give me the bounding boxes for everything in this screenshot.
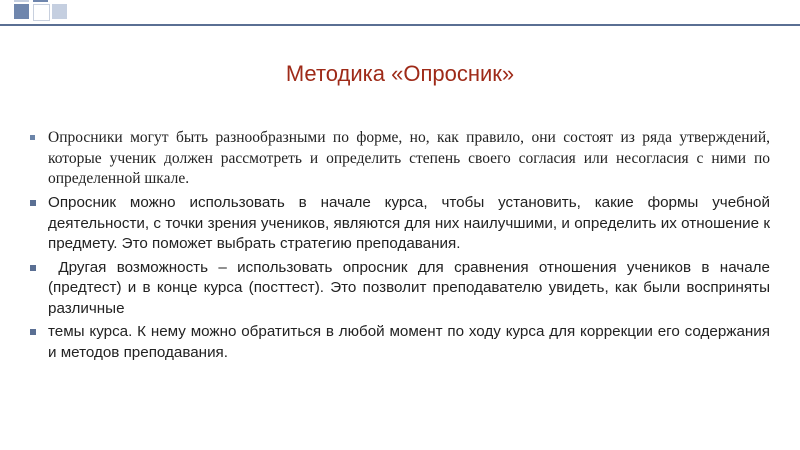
- decor-square: [33, 4, 50, 21]
- decor-square: [14, 4, 29, 19]
- bullet-item: [30, 258, 775, 320]
- bullet-item: [30, 128, 770, 190]
- decor-square: [33, 0, 48, 2]
- bullet-text: темы курса. К нему можно обратиться в любой момент по ходу курса для коррекции его содержания и методов преподавания.: [48, 323, 770, 361]
- bullet-marker-icon: [30, 265, 36, 271]
- decor-square: [52, 4, 67, 19]
- slide-title: Методика «Опросник»: [285, 61, 515, 86]
- bullet-item: [30, 193, 770, 255]
- bullet-item: [30, 322, 770, 363]
- decor-square: [14, 0, 29, 2]
- bullet-marker-icon: [30, 135, 35, 140]
- slide-body: [30, 128, 775, 363]
- bullet-marker-icon: [30, 200, 36, 206]
- bullet-marker-icon: [30, 329, 36, 335]
- header-divider: [0, 24, 800, 26]
- bullet-text: Опросники могут быть разнообразными по форме, но, как правило, они состоят из ряда утверждений, которые ученик должен рассмотреть и определить степень своего согласия или несогласия с ними по определенной шкале.: [48, 129, 770, 188]
- bullet-text: Другая возможность – использовать опросник для сравнения отношения учеников в начале (предтест) и в конце курса (посттест). Это позволит преподавателю увидеть, как были восприняты различные: [48, 258, 775, 317]
- bullet-text: Опросник можно использовать в начале курса, чтобы установить, какие формы учебной деятельности, с точки зрения учеников, являются для них наилучшими, и определить их отношение к предмету. Это поможет выбрать стратегию преподавания.: [48, 194, 770, 253]
